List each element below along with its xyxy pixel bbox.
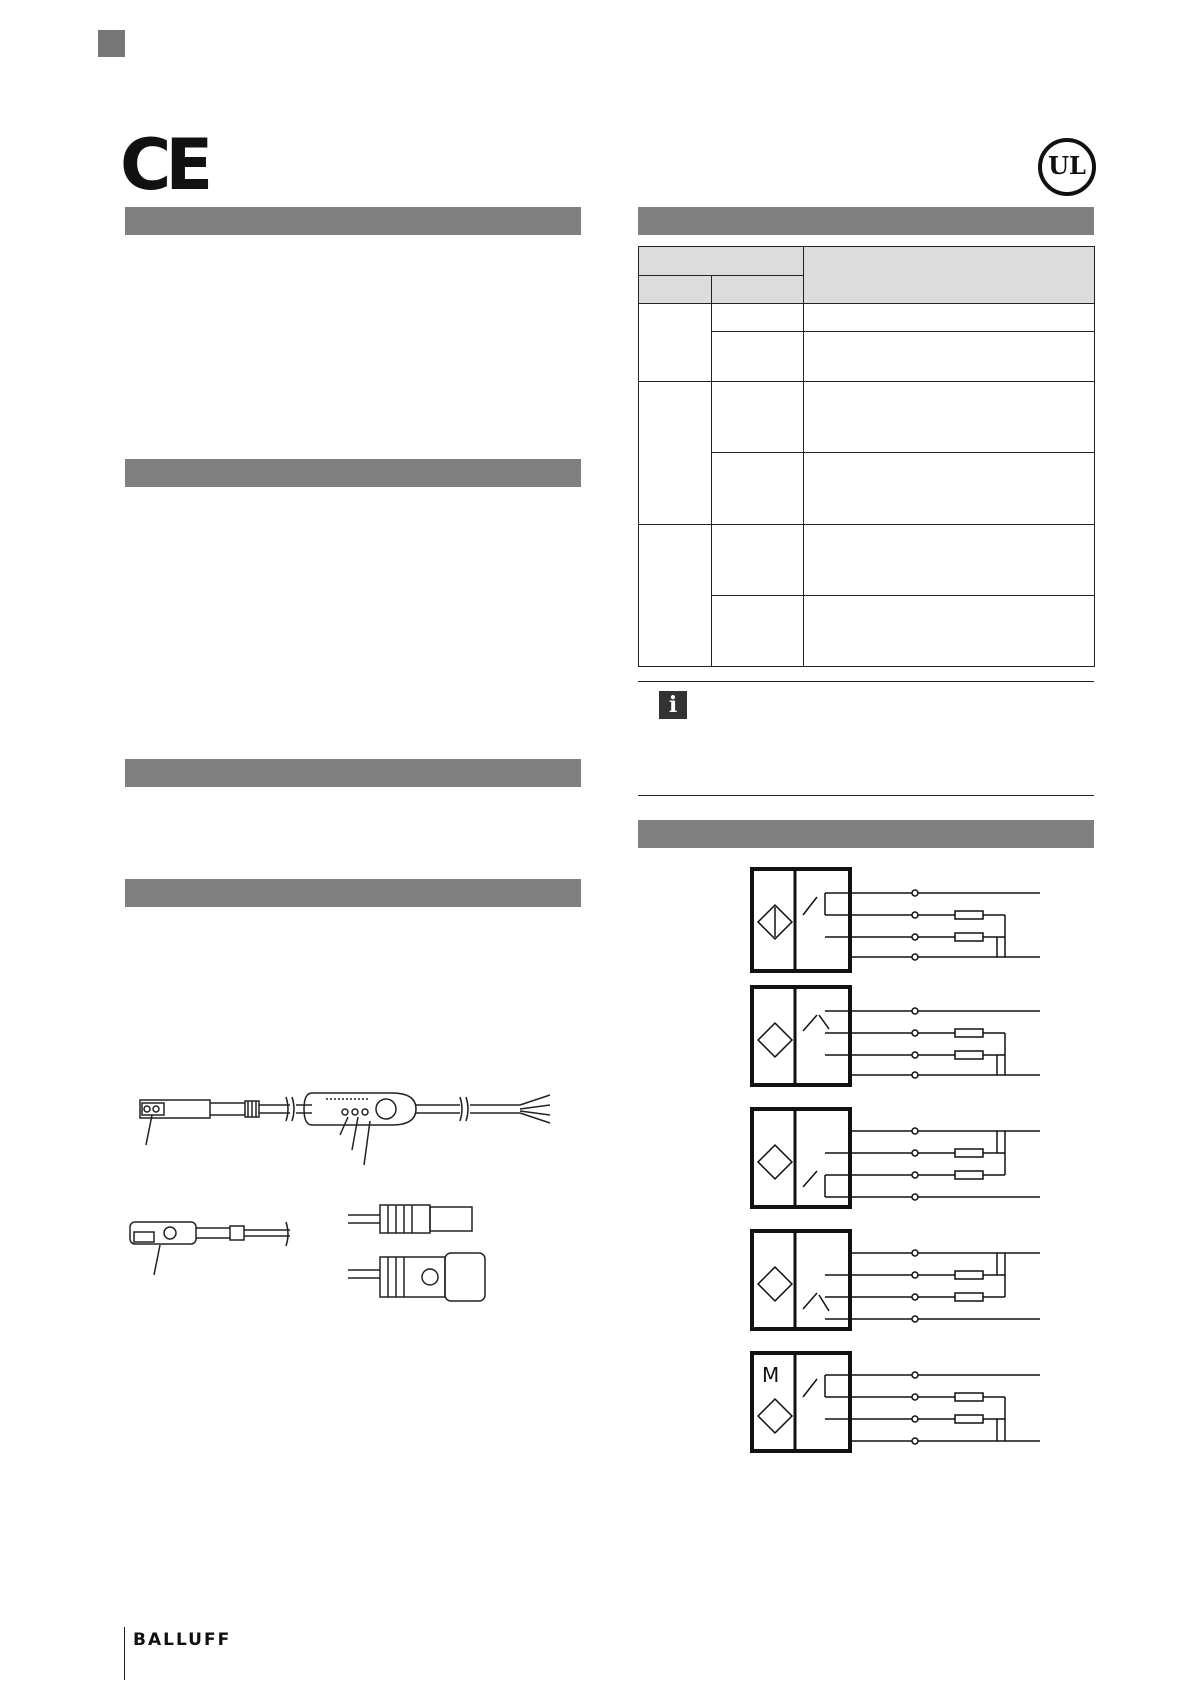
wiring-diagram-5	[752, 1353, 1040, 1451]
info-top-rule	[638, 681, 1094, 682]
status-table	[638, 246, 1095, 667]
footer-rule	[124, 1627, 125, 1680]
wiring-diagram-3	[752, 1109, 1040, 1207]
sensor-drawing	[130, 1085, 590, 1385]
table-cell	[804, 332, 1095, 382]
info-bottom-rule	[638, 795, 1094, 796]
table-cell	[804, 453, 1095, 525]
wiring-diagram-4	[752, 1231, 1040, 1329]
section-header-bar-3	[125, 759, 581, 787]
wiring-diagrams	[745, 865, 1045, 1465]
table-cell	[639, 304, 712, 382]
corner-marker-icon	[98, 30, 125, 57]
table-header-cell	[639, 276, 712, 304]
section-header-bar-6	[638, 820, 1094, 848]
table-header-cell	[712, 276, 804, 304]
table-header-cell	[639, 247, 804, 276]
table-cell	[639, 525, 712, 667]
ul-logo: UL	[1037, 137, 1097, 197]
table-header-cell	[804, 247, 1095, 304]
ce-logo: CE	[120, 124, 208, 206]
wiring-diagram-1	[752, 869, 1040, 971]
table-cell	[712, 382, 804, 453]
info-icon: i	[659, 691, 687, 719]
manual-mode-label: M	[762, 1363, 780, 1387]
section-header-bar-2	[125, 459, 581, 487]
table-cell	[804, 304, 1095, 332]
table-cell	[804, 382, 1095, 453]
section-header-bar-1	[125, 207, 581, 235]
table-cell	[804, 525, 1095, 596]
table-cell	[712, 304, 804, 332]
table-cell	[712, 525, 804, 596]
wiring-diagram-2	[752, 987, 1040, 1085]
table-cell	[712, 453, 804, 525]
table-cell	[712, 596, 804, 667]
brand-logo: BALLUFF	[133, 1630, 232, 1650]
table-cell	[804, 596, 1095, 667]
section-header-bar-5	[638, 207, 1094, 235]
table-cell	[639, 382, 712, 525]
section-header-bar-4	[125, 879, 581, 907]
table-cell	[712, 332, 804, 382]
